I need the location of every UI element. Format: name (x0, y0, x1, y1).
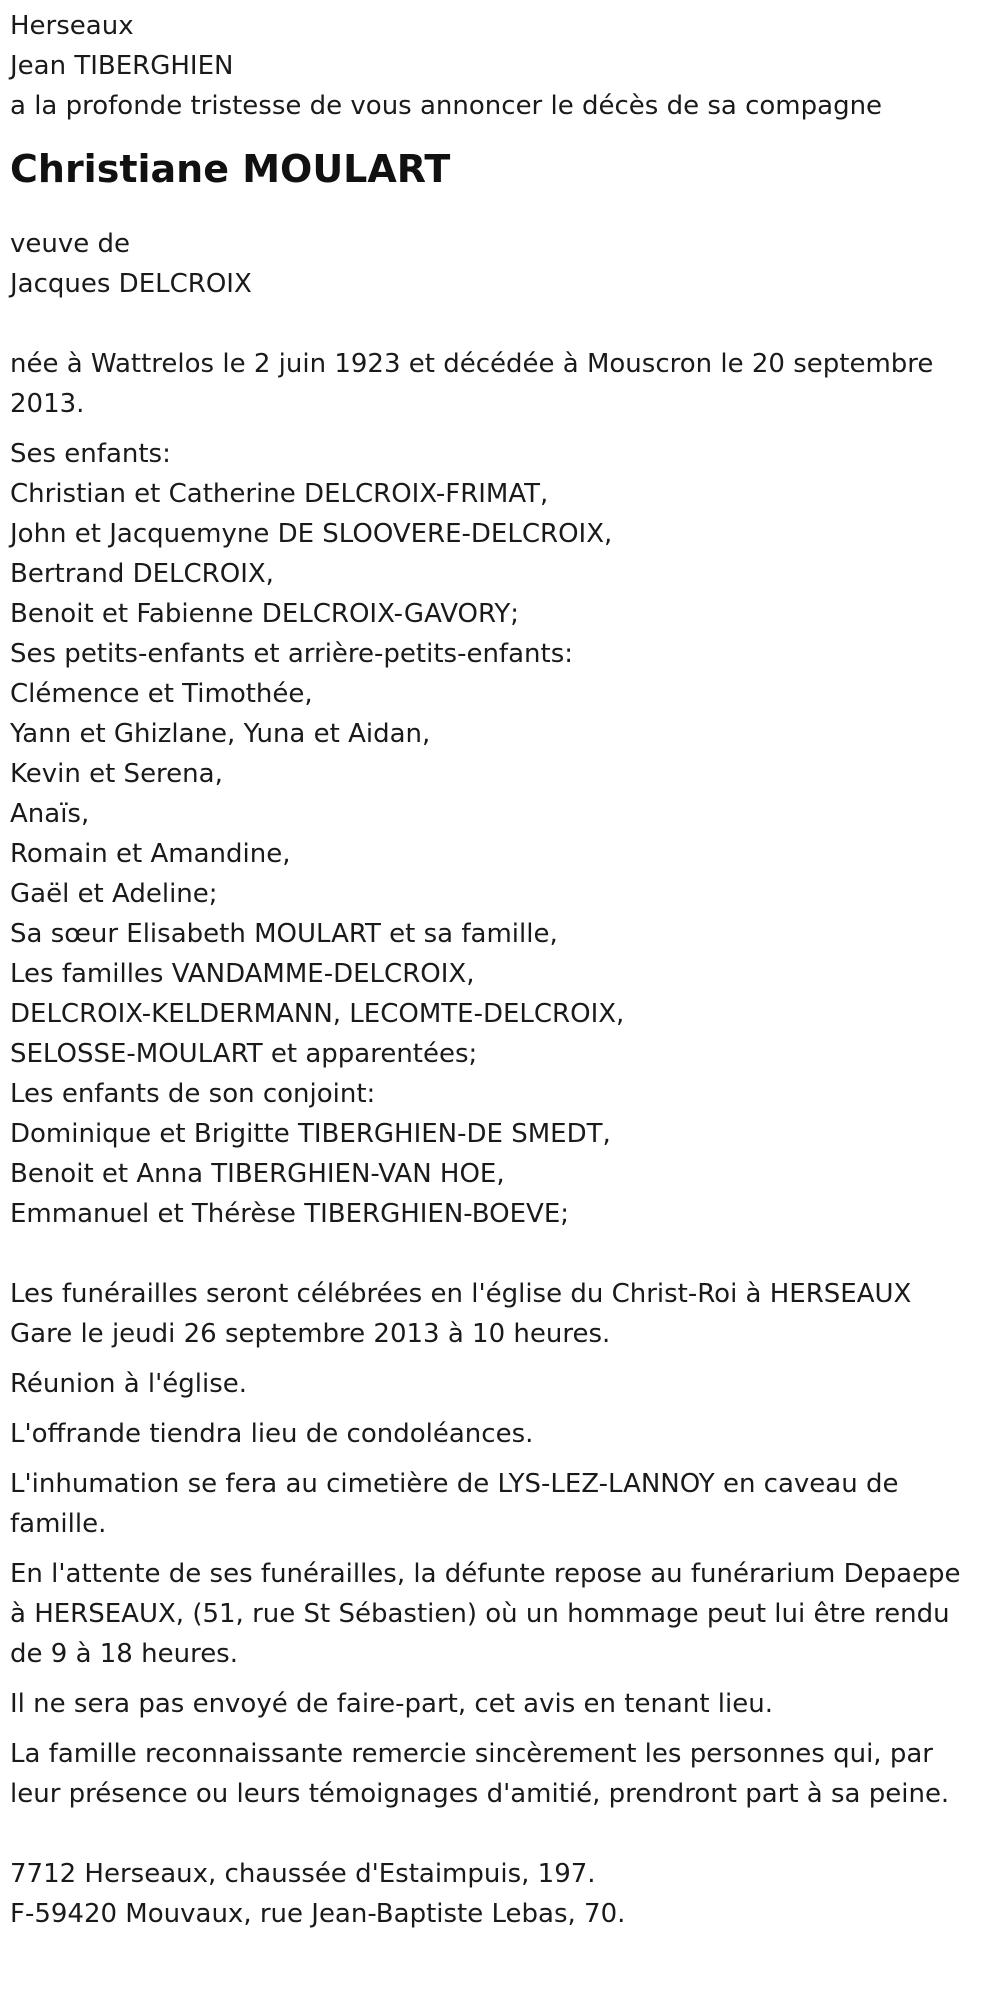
address-line: 7712 Herseaux, chaussée d'Estaimpuis, 197. (10, 1859, 596, 1889)
family-line: Benoit et Fabienne DELCROIX-GAVORY; (10, 599, 520, 629)
announcement-text: a la profonde tristesse de vous annoncer le décès de sa compagne (10, 91, 883, 121)
family-line: Ses enfants: (10, 439, 171, 469)
spouse-name: Jacques DELCROIX (10, 269, 252, 299)
family-line: Gaël et Adeline; (10, 879, 218, 909)
thanks-text: La famille reconnaissante remercie sincèrement les personnes qui, par leur présence ou leurs témoignages d'amitié, prendront part à sa peine. (10, 1739, 950, 1809)
family-line: Yann et Ghizlane, Yuna et Aidan, (10, 719, 431, 749)
family-line: Anaïs, (10, 799, 90, 829)
family-line: DELCROIX-KELDERMANN, LECOMTE-DELCROIX, (10, 999, 625, 1029)
no-cards-text: Il ne sera pas envoyé de faire-part, cet avis en tenant lieu. (10, 1689, 773, 1719)
rest-text: En l'attente de ses funérailles, la défunte repose au funérarium Depaepe à HERSEAUX, (51, rue St Sébastien) où un hommage peut lui être rendu de 9 à 18 heures. (10, 1559, 961, 1669)
family-line: Les enfants de son conjoint: (10, 1079, 376, 1109)
announcer-name: Jean TIBERGHIEN (10, 51, 234, 81)
meeting-text: Réunion à l'église. (10, 1369, 248, 1399)
family-line: Ses petits-enfants et arrière-petits-enfants: (10, 639, 573, 669)
family-line: Emmanuel et Thérèse TIBERGHIEN-BOEVE; (10, 1199, 570, 1229)
family-line: Kevin et Serena, (10, 759, 223, 789)
funeral-ceremony-text: Les funérailles seront célébrées en l'église du Christ-Roi à HERSEAUX Gare le jeudi 26 septembre 2013 à 10 heures. (10, 1279, 912, 1349)
family-list (10, 434, 990, 1234)
family-line: Les familles VANDAMME-DELCROIX, (10, 959, 475, 989)
family-line: Clémence et Timothée, (10, 679, 313, 709)
widow-label: veuve de (10, 229, 131, 259)
address-line: F-59420 Mouvaux, rue Jean-Baptiste Lebas, 70. (10, 1899, 626, 1929)
family-line: Christian et Catherine DELCROIX-FRIMAT, (10, 479, 549, 509)
family-line: Bertrand DELCROIX, (10, 559, 274, 589)
deceased-name: Christiane MOULART (10, 147, 451, 191)
family-line: Sa sœur Elisabeth MOULART et sa famille, (10, 919, 558, 949)
burial-text: L'inhumation se fera au cimetière de LYS-LEZ-LANNOY en caveau de famille. (10, 1469, 899, 1539)
family-line: Dominique et Brigitte TIBERGHIEN-DE SMEDT, (10, 1119, 611, 1149)
family-line: John et Jacquemyne DE SLOOVERE-DELCROIX, (10, 519, 613, 549)
location-line: Herseaux (10, 11, 134, 41)
family-line: SELOSSE-MOULART et apparentées; (10, 1039, 478, 1069)
offering-text: L'offrande tiendra lieu de condoléances. (10, 1419, 534, 1449)
birth-death-text: née à Wattrelos le 2 juin 1923 et décédée à Mouscron le 20 septembre 2013. (10, 349, 934, 419)
family-line: Benoit et Anna TIBERGHIEN-VAN HOE, (10, 1159, 505, 1189)
family-line: Romain et Amandine, (10, 839, 291, 869)
